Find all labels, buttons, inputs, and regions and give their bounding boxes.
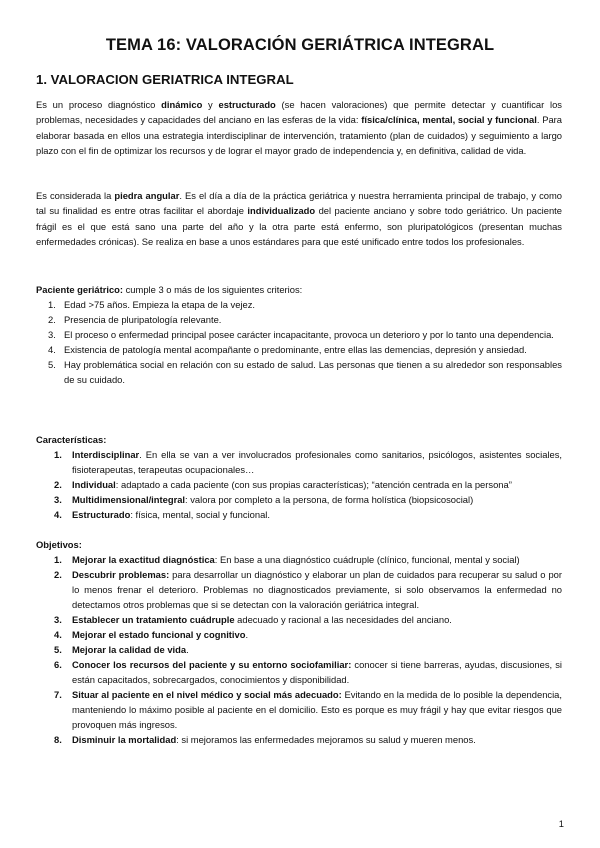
list-item: 4. Mejorar el estado funcional y cognitivo.	[54, 629, 249, 640]
page-number: 1	[558, 818, 564, 829]
list-item: 3. Establecer un tratamiento cuádruple adecuado y racional a las necesidades del anciano.	[54, 614, 452, 625]
paciente-geriatrico-label: Paciente geriátrico: cumple 3 o más de los siguientes criterios:	[36, 284, 303, 295]
list-item: 1. Interdisciplinar. En ella se van a ver involucrados profesionales como sanitarios, psicólogos, asistentes sociales, fisioterapeutas, terapeutas ocupacionales…	[54, 449, 562, 475]
list-item: 3. El proceso o enfermedad principal posee carácter incapacitante, provoca un deterioro y por lo tanto una dependencia.	[48, 329, 554, 340]
objetivos-list	[36, 552, 562, 747]
page-title: TEMA 16: VALORACIÓN GERIÁTRICA INTEGRAL	[105, 36, 495, 54]
list-item: 1. Edad >75 años. Empieza la etapa de la vejez.	[48, 299, 256, 310]
list-item: 2. Descubrir problemas: para desarrollar un diagnóstico y elaborar un plan de cuidados para recuperar su salud o por lo menos frenar el deterioro. Problemas no diagnosticados previamente, si solo observamos la enfermedad no detectamos otros problemas que si se detectan con la valoración geriátrica integral.	[54, 569, 562, 610]
list-item: 7. Situar al paciente en el nivel médico y social más adecuado: Evitando en la medida de lo posible la dependencia, manteniendo lo máximo posible al paciente en el domicilio. Esto es porque es muy frágil y hay que evitar riesgos que provoquen más ingresos.	[54, 689, 563, 730]
list-item: 2. Presencia de pluripatología relevante.	[48, 314, 222, 325]
list-item: 1. Mejorar la exactitud diagnóstica: En base a una diagnóstico cuádruple (clínico, funcional, mental y social)	[54, 554, 520, 565]
list-item: 2. Individual: adaptado a cada paciente (con sus propias características); “atención centrada en la persona”	[54, 479, 512, 490]
objetivos-label: Objetivos:	[36, 539, 82, 550]
section-heading: 1. VALORACION GERIATRICA INTEGRAL	[36, 72, 294, 87]
list-item: 3. Multidimensional/integral: valora por completo a la persona, de forma holística (biopsicosocial)	[54, 494, 474, 505]
list-item: 5. Hay problemática social en relación con su estado de salud. Las personas que tienen a su alrededor son responsables de su cuidado.	[48, 359, 562, 385]
list-item: 4. Existencia de patología mental acompañante o predominante, entre ellas las demencias, depresión y ansiedad.	[48, 344, 527, 355]
list-item: 6. Conocer los recursos del paciente y su entorno sociofamiliar: conocer si tiene barreras, ayudas, discusiones, si están capacitados, sobrecargados, conocimientos y disponibilidad.	[54, 659, 562, 685]
list-item: 8. Disminuir la mortalidad: si mejoramos las enfermedades mejoramos su salud y mueren menos.	[54, 734, 476, 745]
caracteristicas-label: Características:	[36, 434, 107, 445]
piedra-angular-paragraph: Es considerada la piedra angular. Es el día a día de la práctica geriátrica y nuestra herramienta principal de trabajo, y como tal su finalidad es entre otras facilitar el abordaje individualizado del paciente anciano y sobre todo geriátrico. Un paciente frágil es el que está sano una parte del año y la otra parte está enfermo, son pluripatológicos (presentan muchas enfermedades crónicas). Se realiza en base a unos estándares para que esté unificado entre todos los profesionales.	[36, 190, 563, 248]
caracteristicas-list	[36, 447, 562, 522]
intro-paragraph: Es un proceso diagnóstico dinámico y estructurado (se hacen valoraciones) que permite detectar y cuantificar los problemas, necesidades y capacidades del anciano en las esferas de la vida: física/clínica, mental, social y funcional. Para elaborar basada en ellos una estrategia interdisciplinar de intervención, tratamiento (plan de cuidados) y seguimiento a largo plazo con el fin de optimizar los recursos y de lograr el mayor grado de independencia y, en definitiva, calidad de vida.	[36, 99, 563, 157]
list-item: 4. Estructurado: física, mental, social y funcional.	[54, 509, 270, 520]
list-item: 5. Mejorar la calidad de vida.	[54, 644, 189, 655]
paciente-criteria-list	[36, 297, 562, 387]
